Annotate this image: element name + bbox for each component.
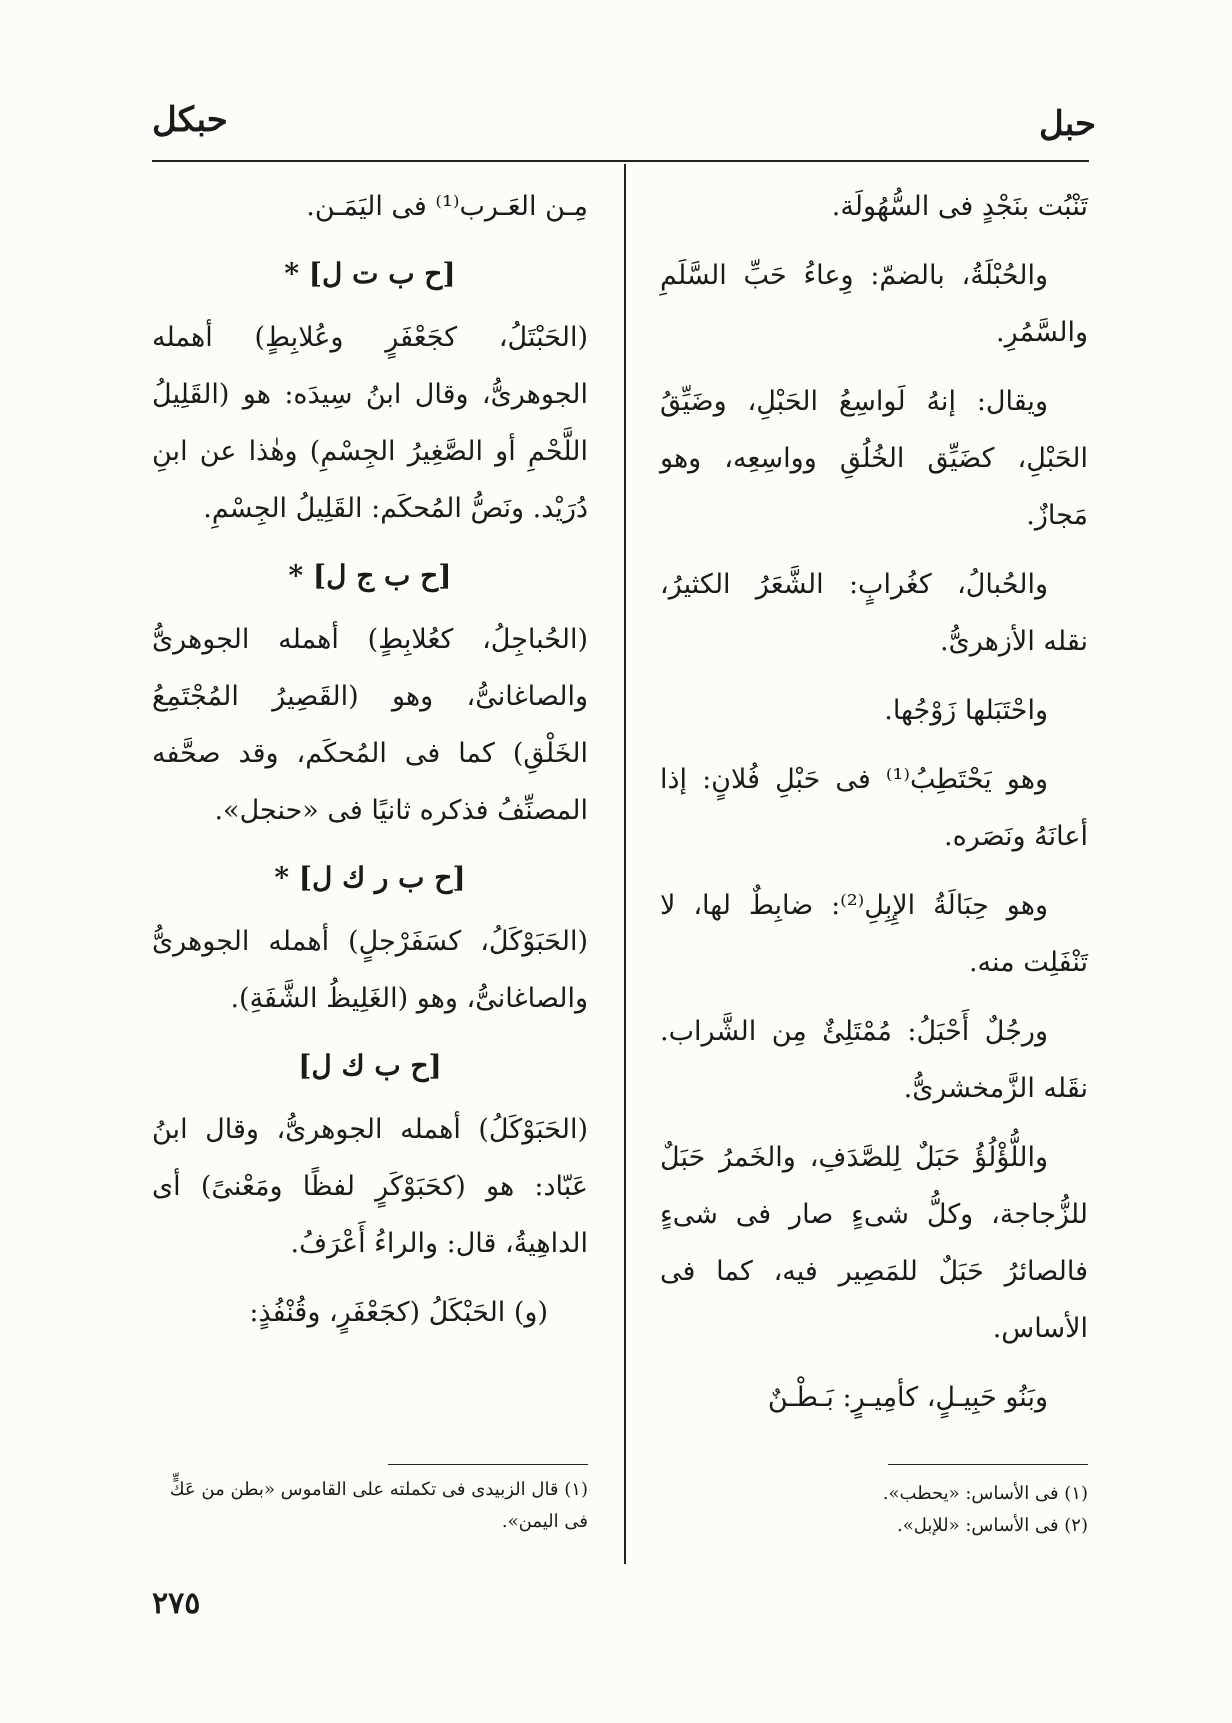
left-column: [152, 178, 588, 1353]
paragraph: (و) الحَبْكَلُ (كجَعْفَرٍ، وقُنْفُذٍ:: [249, 1297, 548, 1328]
footnotes-left: [152, 1474, 588, 1538]
right-column: [660, 178, 1088, 1438]
entry-text: (الحَبَوْكَلُ) أهمله الجوهرىُّ، وقال ابنُ عَبّاد: هو (كحَبَوْكَرٍ لفظًا ومَعْنىً) أى الداهِيةُ، قال: والراءُ أَعْرَفُ.: [152, 1114, 588, 1259]
paragraph: ورجُلٌ أَحْبَلُ: مُمْتَلِئٌ مِن الشَّراب. نقَله الزَّمخشرىُّ.: [660, 1016, 1088, 1104]
column-divider: [624, 164, 626, 1564]
footnote: (٢) فى الأساس: «للإبل».: [897, 1515, 1088, 1536]
paragraph: والحُبالُ، كغُرابٍ: الشَّعَرُ الكثيرُ، نقله الأزهرىُّ.: [660, 569, 1088, 657]
footnote: (١) فى الأساس: «يحطب».: [882, 1483, 1088, 1504]
paragraph: ويقال: إنهُ لَواسِعُ الحَبْلِ، وضَيِّقُ الحَبْلِ، كضَيِّق الخُلُقِ وواسِعِه، وهو مَجازٌ.: [660, 386, 1088, 531]
page-number: ٢٧٥: [152, 1586, 201, 1621]
paragraph: وبَنُو حَبِيـلٍ، كأمِيـرٍ: بَـطْـنٌ: [767, 1382, 1048, 1413]
running-header-right: حبل: [1038, 104, 1096, 144]
paragraph: وهو حِبَالَةُ الإِبِلِ⁽²⁾: ضابِطٌ لها، لا تَنْفَلِت منه.: [660, 890, 1088, 978]
footnotes-right: [660, 1478, 1088, 1542]
entry-heading: [ح ب ج ل] *: [288, 559, 452, 592]
entry-text: (الحَبَوْكَلُ، كسَفَرْجلٍ) أهمله الجوهرىُّ والصاغانىُّ، وهو (الغَلِيظُ الشَّفَةِ).: [152, 926, 588, 1014]
entry-text: (الحَبْتَلُ، كجَعْفَرٍ وعُلابِطٍ) أهمله الجوهرىُّ، وقال ابنُ سِيدَه: هو (القَلِيلُ اللَّحْمِ أو الصَّغِيرُ الجِسْمِ) وهٰذا عن ابنِ دُرَيْد. ونَصُّ المُحكَم: القَلِيلُ الجِسْمِ.: [152, 322, 588, 524]
entry-heading: [ح ب ر ك ل] *: [274, 861, 466, 894]
entry-heading: [ح ب ت ل] *: [284, 257, 456, 290]
paragraph: تَنْبُت بنَجْدٍ فى السُّهُولَة.: [831, 191, 1088, 222]
footnote-rule-left: [388, 1464, 588, 1465]
paragraph: واحْتَبَلها زَوْجُها.: [884, 695, 1048, 726]
paragraph: مِـن العَـرب⁽¹⁾ فى اليَمَـن.: [306, 191, 588, 222]
header-rule: [152, 160, 1089, 162]
footnote: (١) قال الزبيدى فى تكملته على القاموس «بطن من عَكٍّ فى اليمن».: [169, 1479, 588, 1532]
entry-heading: [ح ب ك ل]: [298, 1049, 442, 1082]
paragraph: والحُبْلَةُ، بالضمّ: وِعاءُ حَبِّ السَّلَمِ والسَّمُرِ.: [660, 260, 1088, 348]
entry-text: (الحُباجِلُ، كعُلابِطٍ) أهمله الجوهرىُّ والصاغانىُّ، وهو (القَصِيرُ المُجْتَمِعُ الخَلْقِ) كما فى المُحكَم، وقد صحَّفه المصنِّفُ فذكره ثانيًا فى «حنجل».: [152, 624, 588, 826]
paragraph: واللُّؤْلُؤُ حَبَلٌ لِلصَّدَفِ، والخَمرُ حَبَلٌ للزُّجاجة، وكلُّ شىءٍ صار فى شىءٍ فالصائرُ حَبَلٌ للمَصِير فيه، كما فى الأساس.: [660, 1142, 1088, 1344]
running-header-left: حبكل: [152, 100, 228, 140]
footnote-rule-right: [888, 1464, 1088, 1465]
paragraph: وهو يَحْتَطِبُ⁽¹⁾ فى حَبْلِ فُلانٍ: إذا أعانَهُ ونَصَره.: [660, 764, 1088, 852]
